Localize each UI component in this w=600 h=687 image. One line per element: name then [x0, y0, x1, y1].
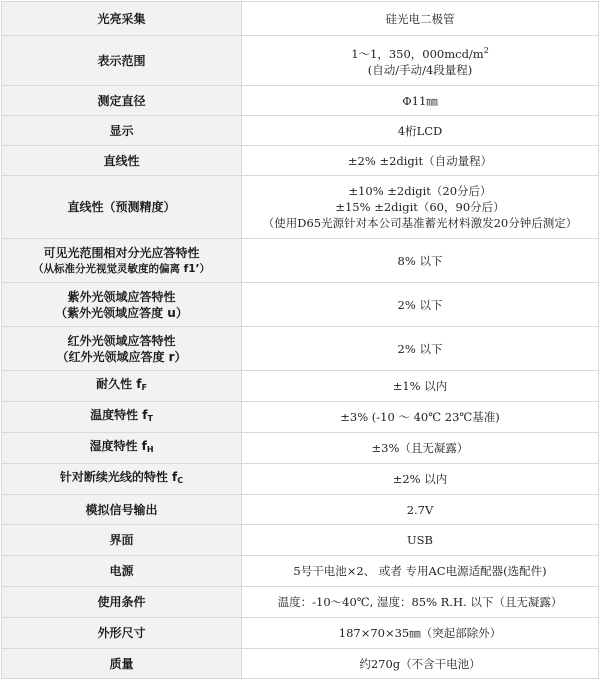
row-value: USB	[242, 525, 599, 556]
row-label: 测定直径	[2, 86, 242, 116]
table-row	[2, 556, 599, 587]
row-label: 湿度特性 $f_H$	[2, 433, 242, 464]
row-label: 针对断续光线的特性 $f_C$	[2, 464, 242, 495]
row-label: 可见光范围相对分光应答特性 （从标准分光视觉灵敏度的偏离 f1’）	[2, 239, 242, 283]
row-value: 2% 以下	[242, 283, 599, 327]
table-row	[2, 618, 599, 649]
row-value: Φ11㎜	[242, 86, 599, 116]
row-value: ±10% ±2digit（20分后） ±15% ±2digit（60，90分后） （使用D65光源针对本公司基准蓄光材料激发20分钟后测定）	[242, 176, 599, 239]
row-label: 直线性	[2, 146, 242, 176]
row-value: ±2% 以内	[242, 464, 599, 495]
row-label: 光亮采集	[2, 2, 242, 36]
row-value: 8% 以下	[242, 239, 599, 283]
table-row	[2, 146, 599, 176]
row-value: 硅光电二极管	[242, 2, 599, 36]
table-row	[2, 36, 599, 86]
row-label: 界面	[2, 525, 242, 556]
row-label: 表示范围	[2, 36, 242, 86]
row-label: 使用条件	[2, 587, 242, 618]
row-value: 2.7V	[242, 495, 599, 525]
table-row	[2, 433, 599, 464]
row-label: 直线性（预测精度）	[2, 176, 242, 239]
table-row	[2, 176, 599, 239]
row-value: 温度：-10～40℃, 湿度：85% R.H. 以下（且无凝露）	[242, 587, 599, 618]
row-value: 2% 以下	[242, 327, 599, 371]
row-label: 模拟信号输出	[2, 495, 242, 525]
table-row	[2, 327, 599, 371]
row-label: 电源	[2, 556, 242, 587]
row-value: ±1% 以内	[242, 371, 599, 402]
table-row	[2, 587, 599, 618]
row-label: 外形尺寸	[2, 618, 242, 649]
table-row	[2, 402, 599, 433]
row-label: 紫外光领域应答特性 （紫外光领域应答度 u）	[2, 283, 242, 327]
table-row	[2, 2, 599, 36]
row-value: 5号干电池×2、 或者 专用AC电源适配器(选配件)	[242, 556, 599, 587]
row-value: 187×70×35㎜（突起部除外）	[242, 618, 599, 649]
row-value: ±2% ±2digit（自动量程）	[242, 146, 599, 176]
row-value: ±3%（且无凝露）	[242, 433, 599, 464]
row-value: 约270g（不含干电池）	[242, 649, 599, 679]
spec-table	[1, 1, 599, 679]
table-row	[2, 495, 599, 525]
row-value: 4桁LCD	[242, 116, 599, 146]
row-label: 温度特性 $f_T$	[2, 402, 242, 433]
row-label: 质量	[2, 649, 242, 679]
row-label: 显示	[2, 116, 242, 146]
table-row	[2, 239, 599, 283]
row-value: ±3% (-10 ～ 40℃ 23℃基准)	[242, 402, 599, 433]
table-row	[2, 525, 599, 556]
table-row	[2, 283, 599, 327]
row-label: 红外光领域应答特性 （红外光领域应答度 r）	[2, 327, 242, 371]
row-label: 耐久性 $f_F$	[2, 371, 242, 402]
table-row	[2, 371, 599, 402]
row-value: 1～1，350，$000mcd/m^2$ (自动/手动/4段量程)	[242, 36, 599, 86]
table-row	[2, 116, 599, 146]
table-row	[2, 649, 599, 679]
table-row	[2, 464, 599, 495]
table-row	[2, 86, 599, 116]
